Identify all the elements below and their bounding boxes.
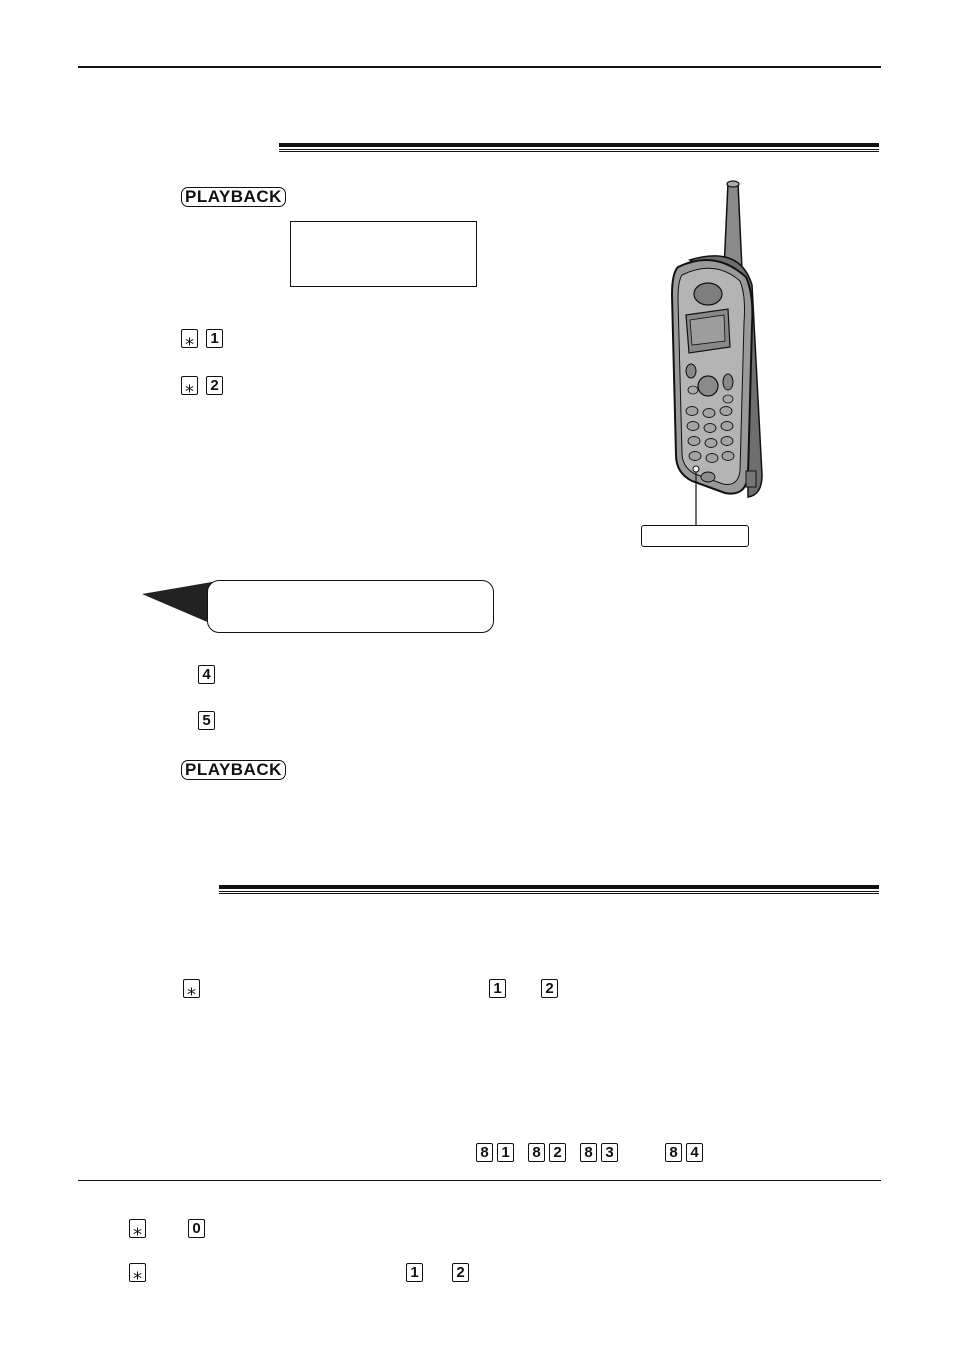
section-heading-rule-2 [219,885,879,894]
playback-button-step-final[interactable]: PLAYBACK [181,760,286,780]
playback-button-step1[interactable]: PLAYBACK [181,187,286,207]
footer-divider [78,1180,881,1181]
display-box [290,221,477,287]
key-1[interactable]: 1 [206,329,223,348]
handset-illustration [620,175,770,555]
microphone-callout-label [641,525,749,547]
key-8[interactable]: 8 [580,1143,597,1162]
star-key[interactable]: ⁎ [183,979,200,998]
key-3[interactable]: 3 [601,1143,618,1162]
star-key[interactable]: ⁎ [181,376,198,395]
key-8[interactable]: 8 [665,1143,682,1162]
key-5[interactable]: 5 [198,711,215,730]
key-2[interactable]: 2 [541,979,558,998]
key-0[interactable]: 0 [188,1219,205,1238]
key-4[interactable]: 4 [198,665,215,684]
key-1[interactable]: 1 [497,1143,514,1162]
speech-bubble-pointer-icon [142,578,214,628]
key-4[interactable]: 4 [686,1143,703,1162]
key-2[interactable]: 2 [206,376,223,395]
key-8[interactable]: 8 [528,1143,545,1162]
key-2[interactable]: 2 [549,1143,566,1162]
key-1[interactable]: 1 [489,979,506,998]
key-8[interactable]: 8 [476,1143,493,1162]
section-heading-rule-1 [279,143,879,152]
star-key[interactable]: ⁎ [181,329,198,348]
key-1[interactable]: 1 [406,1263,423,1282]
star-key[interactable]: ⁎ [129,1263,146,1282]
header-rule [78,66,881,68]
star-key[interactable]: ⁎ [129,1219,146,1238]
key-2[interactable]: 2 [452,1263,469,1282]
note-bubble [207,580,494,633]
